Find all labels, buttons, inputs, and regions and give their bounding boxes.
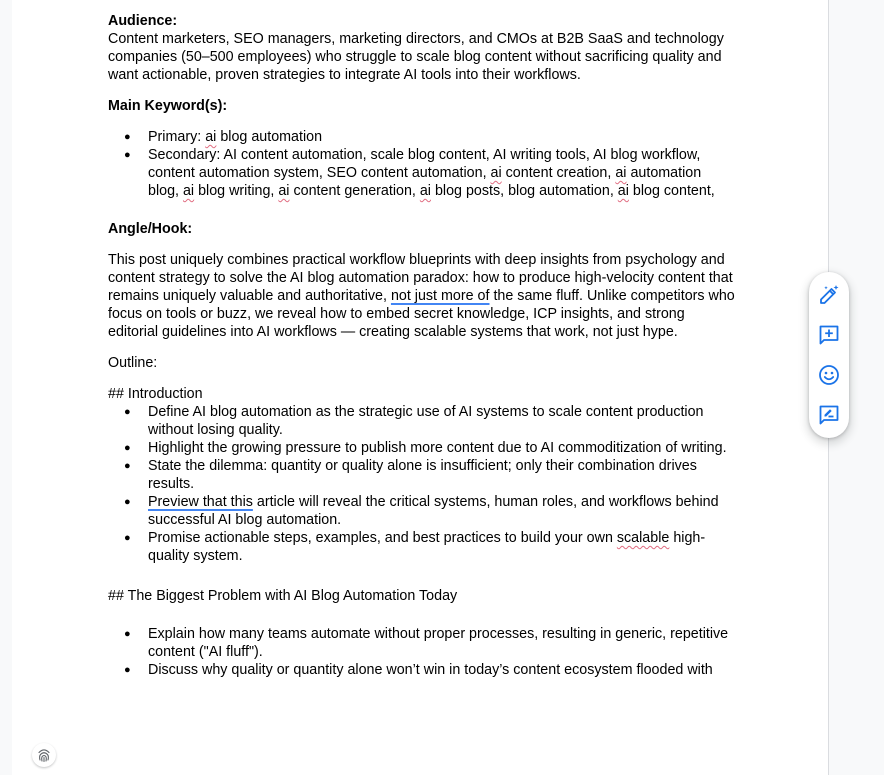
spelling-flag[interactable]: ai — [617, 183, 629, 199]
list-item: ● Primary: ai blog automation — [108, 128, 736, 146]
problem-list — [108, 625, 736, 679]
document-body[interactable] — [108, 12, 736, 679]
grammar-flag[interactable]: not just more of — [390, 288, 490, 304]
emoji-reaction-icon[interactable] — [817, 363, 841, 387]
audience-heading: Audience: — [108, 13, 178, 29]
list-item: ● Discuss why quality or quantity alone won’t win in today’s content ecosystem flooded with — [108, 661, 736, 679]
list-item: ● Highlight the growing pressure to publish more content due to AI commoditization of writing. — [108, 439, 736, 457]
intro-heading: ## Introduction — [108, 386, 203, 402]
list-item: ● State the dilemma: quantity or quality alone is insufficient; only their combination drives results. — [108, 457, 736, 493]
keywords-list — [108, 128, 736, 200]
list-item: ● Promise actionable steps, examples, and best practices to build your own scalable high-quality system. — [108, 529, 736, 565]
angle-text: This post uniquely combines practical workflow blueprints with deep insights from psychology and content strategy to solve the AI blog automation paradox: how to produce high-velocity content that remains uniquely valuable and authoritative, not just more of the same fluff. Unlike competitors who focus on tools or buzz, we reveal how to embed secret knowledge, ICP insights, and strong editorial guidelines into AI workflows — creating scalable systems that work, not just hype. — [108, 252, 735, 340]
keywords-heading: Main Keyword(s): — [108, 98, 228, 114]
list-item: ● Define AI blog automation as the strategic use of AI systems to scale content production without losing quality. — [108, 403, 736, 439]
spelling-flag[interactable]: ai — [278, 183, 290, 199]
side-action-toolbar — [809, 272, 849, 438]
list-item: ● Explain how many teams automate without proper processes, resulting in generic, repetitive content ("AI fluff"). — [108, 625, 736, 661]
grammar-flag[interactable]: Preview that this — [148, 494, 253, 510]
spelling-flag[interactable]: ai — [615, 165, 627, 181]
list-item: ● Preview that this article will reveal the critical systems, human roles, and workflows behind successful AI blog automation. — [108, 493, 736, 529]
spelling-flag[interactable]: ai — [205, 129, 217, 145]
suggest-edit-icon[interactable] — [817, 403, 841, 427]
add-comment-icon[interactable] — [817, 323, 841, 347]
list-item: ● Secondary: AI content automation, scale blog content, AI writing tools, AI blog workflow, content automation system, SEO content automation, ai content creation, ai automation blog, ai blog writing, ai content generation, ai blog posts, blog automation, ai blog content, — [108, 146, 736, 200]
spelling-flag[interactable]: ai — [490, 165, 502, 181]
intro-list — [108, 403, 736, 565]
spelling-flag[interactable]: ai — [419, 183, 431, 199]
problem-heading: ## The Biggest Problem with AI Blog Automation Today — [108, 588, 458, 604]
spelling-flag[interactable]: ai — [182, 183, 195, 199]
audience-text: Content marketers, SEO managers, marketing directors, and CMOs at B2B SaaS and technology companies (50–500 employees) who struggle to scale blog content without sacrificing quality and want actionable, proven strategies to integrate AI tools into their workflows. — [108, 31, 724, 83]
edit-sparkle-icon[interactable] — [817, 283, 841, 307]
spelling-flag[interactable]: scalable — [616, 530, 670, 546]
document-page[interactable] — [12, 0, 829, 775]
angle-heading: Angle/Hook: — [108, 221, 193, 237]
fingerprint-icon[interactable] — [32, 743, 56, 767]
outline-label: Outline: — [108, 355, 158, 371]
